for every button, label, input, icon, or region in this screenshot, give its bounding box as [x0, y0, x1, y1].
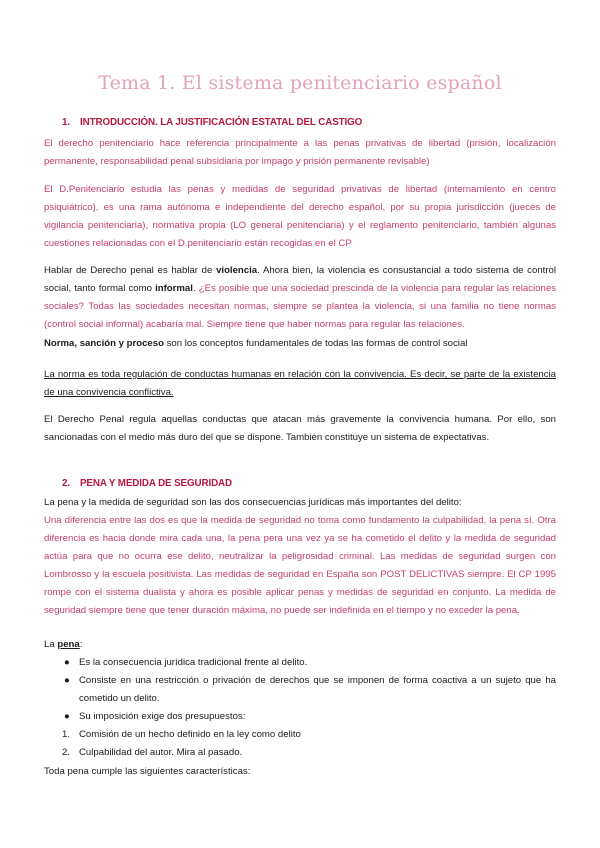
p3-text-b: . Ahora bien, la violencia es consustancial a todo sistema de control social, tanto formal como	[44, 265, 556, 295]
document-title: Tema 1. El sistema penitenciario español	[98, 72, 502, 94]
pena-label-post: :	[79, 639, 83, 650]
list-item	[44, 726, 556, 744]
number-mark: 2.	[62, 747, 71, 759]
paragraph-caracteristicas: Toda pena cumple las siguientes características:	[44, 766, 251, 777]
bullet-text: Su imposición exige dos presupuestos:	[79, 711, 246, 723]
list-item	[44, 672, 556, 708]
bullet-text: Es la consecuencia jurídica tradicional frente al delito.	[79, 657, 308, 668]
p4-rest: son los conceptos fundamentales de todas las formas de control social	[163, 338, 468, 349]
bullet-mark: ●	[64, 711, 70, 723]
pena-label	[44, 636, 556, 654]
pena-label-pre: La	[44, 639, 58, 650]
p3-text-a: Hablar de Derecho penal es hablar de	[44, 265, 217, 276]
paragraph-consequences-intro: La pena y la medida de seguridad son las dos consecuencias jurídicas más importantes del delito:	[44, 497, 462, 508]
section-1-heading	[62, 117, 362, 128]
section-1-heading-text: INTRODUCCIÓN. LA JUSTIFICACIÓN ESTATAL DEL CASTIGO	[80, 117, 363, 128]
p3-bold-informal: informal	[155, 283, 193, 295]
paragraph-penitentiary-law: El derecho penitenciario hace referencia principalmente a las penas privativas de libertad (prisión, localización permanente, responsabilidad penal subsidiaria por impago y prisión permanente revisable)	[44, 138, 556, 168]
numbered-text: Culpabilidad del autor. Mira al pasado.	[79, 747, 243, 759]
pena-label-word: pena	[57, 639, 80, 650]
pena-bullet-list	[44, 654, 556, 726]
section-2-heading-text: PENA Y MEDIDA DE SEGURIDAD	[80, 478, 232, 489]
p3-pink-question: ¿Es posible que una sociedad prescinda de la violencia para regular las relaciones sociales? Todas las sociedades necesitan normas, siempre se plantea la violencia, si una familia no tiene normas (control social informal) acabaría mal. Siempre tiene que haber normas para regular las relaciones.	[44, 283, 556, 331]
pena-presupuestos-list	[44, 726, 556, 762]
section-2-heading	[62, 478, 232, 489]
paragraph-derecho-penal: El Derecho Penal regula aquellas conductas que atacan más gravemente la convivencia humana. Por ello, son sancionadas con el medio más duro del que se dispone. También constituye un sistema de expectativas.	[44, 414, 556, 444]
p4-bold: Norma, sanción y proceso	[44, 338, 164, 349]
numbered-text: Comisión de un hecho definido en la ley como delito	[79, 729, 301, 740]
bullet-text: Consiste en una restricción o privación de derechos que se imponen de forma coactiva a un sujeto que ha cometido un delito.	[79, 675, 556, 705]
list-item	[44, 708, 556, 726]
paragraph-penitentiary-scope: El D.Penitenciario estudia las penas y medidas de seguridad privativas de libertad (internamiento en centro psiquiátrico), es una rama autónoma e independiente del derecho español, por su propia jurisdicción (jueces de vigilancia penitenciaria), normativa propia (LO general penitenciaria) y el reglamento penitenciario, también algunas cuestiones relacionadas con el D.penitenciario están recogidas en el CP	[44, 184, 556, 250]
bullet-mark: ●	[64, 675, 70, 687]
section-2-number: 2.	[62, 478, 70, 489]
paragraph-norma-sancion	[44, 335, 556, 353]
bullet-mark: ●	[64, 657, 70, 668]
paragraph-differences: Una diferencia entre las dos es que la medida de seguridad no toma como fundamento la culpabilidad, la pena sí. Otra diferencia es hacia donde mira cada una, la pena pera una vez ya se ha cometido el delito y la medida de seguridad actúa para que no ocurra ese delito, neutralizar la peligrosidad criminal. Las medidas de seguridad surgen con Lombrosso y la escuela positivista. Las medidas de seguridad en España son POST DELICTIVAS siempre. El CP 1995 rompe con el sistema dualista y ahora es posible aplicar penas y medidas de seguridad en conjunto. La medida de seguridad siempre tiene que tener duración máxima, no puede ser indefinida en el tiempo y no exceder la pena.	[44, 515, 556, 617]
section-1-number: 1.	[62, 117, 70, 128]
number-mark: 1.	[62, 729, 71, 740]
list-item	[44, 654, 556, 672]
p3-text-c: .	[192, 283, 199, 295]
p3-bold-violencia: violencia	[216, 265, 258, 276]
paragraph-norma-definition: La norma es toda regulación de conductas humanas en relación con la convivencia. Es decir, se parte de la existencia de una convivencia conflictiva.	[44, 369, 556, 399]
paragraph-violence	[44, 262, 556, 334]
list-item	[44, 744, 556, 762]
